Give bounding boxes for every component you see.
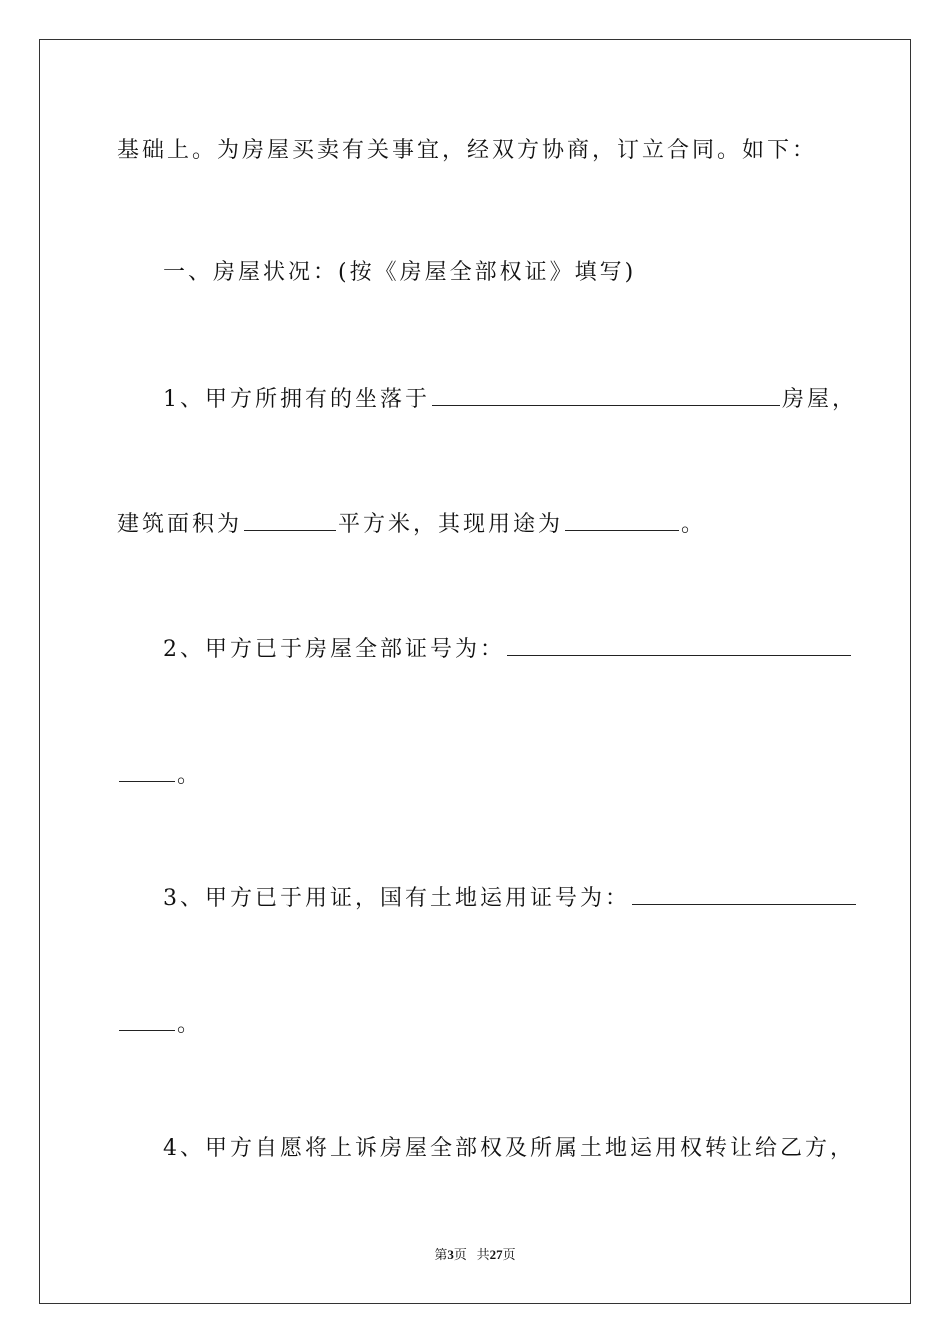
- fill-blank-usage[interactable]: [565, 510, 679, 531]
- clause-4-line: [163, 1134, 855, 1164]
- line-text-after: 。: [681, 512, 707, 537]
- page-prefix: 第: [434, 1247, 448, 1262]
- line-text: 4、甲方自愿将上诉房屋全部权及所属土地运用权转让给乙方，: [163, 1136, 855, 1161]
- fill-blank-land-cert[interactable]: [632, 884, 856, 905]
- page-suffix: 页: [453, 1247, 467, 1262]
- clause-1-area-line: [117, 510, 706, 540]
- line-text-before: 1、甲方所拥有的坐落于: [163, 387, 430, 412]
- line-text-after: 房屋，: [782, 387, 858, 412]
- line-text-after: 。: [177, 763, 203, 788]
- line-text-middle: 平方米，其现用途为: [338, 512, 564, 537]
- line-text-after: 。: [177, 1012, 203, 1037]
- total-pages: 27: [489, 1247, 503, 1262]
- clause-2-continuation: [117, 761, 202, 791]
- page-footer: [0, 1246, 950, 1264]
- fill-blank-land-cert-cont[interactable]: [119, 1010, 175, 1031]
- total-suffix: 页: [502, 1247, 516, 1262]
- line-text: 一、房屋状况：(按《房屋全部权证》填写): [163, 260, 637, 285]
- clause-3-continuation: [117, 1010, 202, 1040]
- clause-3-line: [163, 884, 858, 914]
- fill-blank-ownership-cert-cont[interactable]: [119, 761, 175, 782]
- line-text-before: 2、甲方已于房屋全部证号为：: [163, 637, 505, 662]
- total-prefix: 共: [476, 1247, 490, 1262]
- clause-1-line: [163, 385, 857, 415]
- text-line-1: [117, 136, 817, 166]
- page-border: [39, 39, 911, 1304]
- clause-2-line: [163, 635, 853, 665]
- page-number: 3: [447, 1247, 454, 1262]
- fill-blank-location[interactable]: [432, 385, 780, 406]
- line-text-before: 建筑面积为: [117, 512, 243, 537]
- section-heading-house-status: [163, 258, 636, 288]
- line-text-before: 3、甲方已于用证，国有土地运用证号为：: [163, 886, 630, 911]
- fill-blank-area[interactable]: [244, 510, 336, 531]
- line-text: 基础上。为房屋买卖有关事宜，经双方协商，订立合同。如下：: [117, 138, 818, 163]
- fill-blank-ownership-cert[interactable]: [507, 635, 851, 656]
